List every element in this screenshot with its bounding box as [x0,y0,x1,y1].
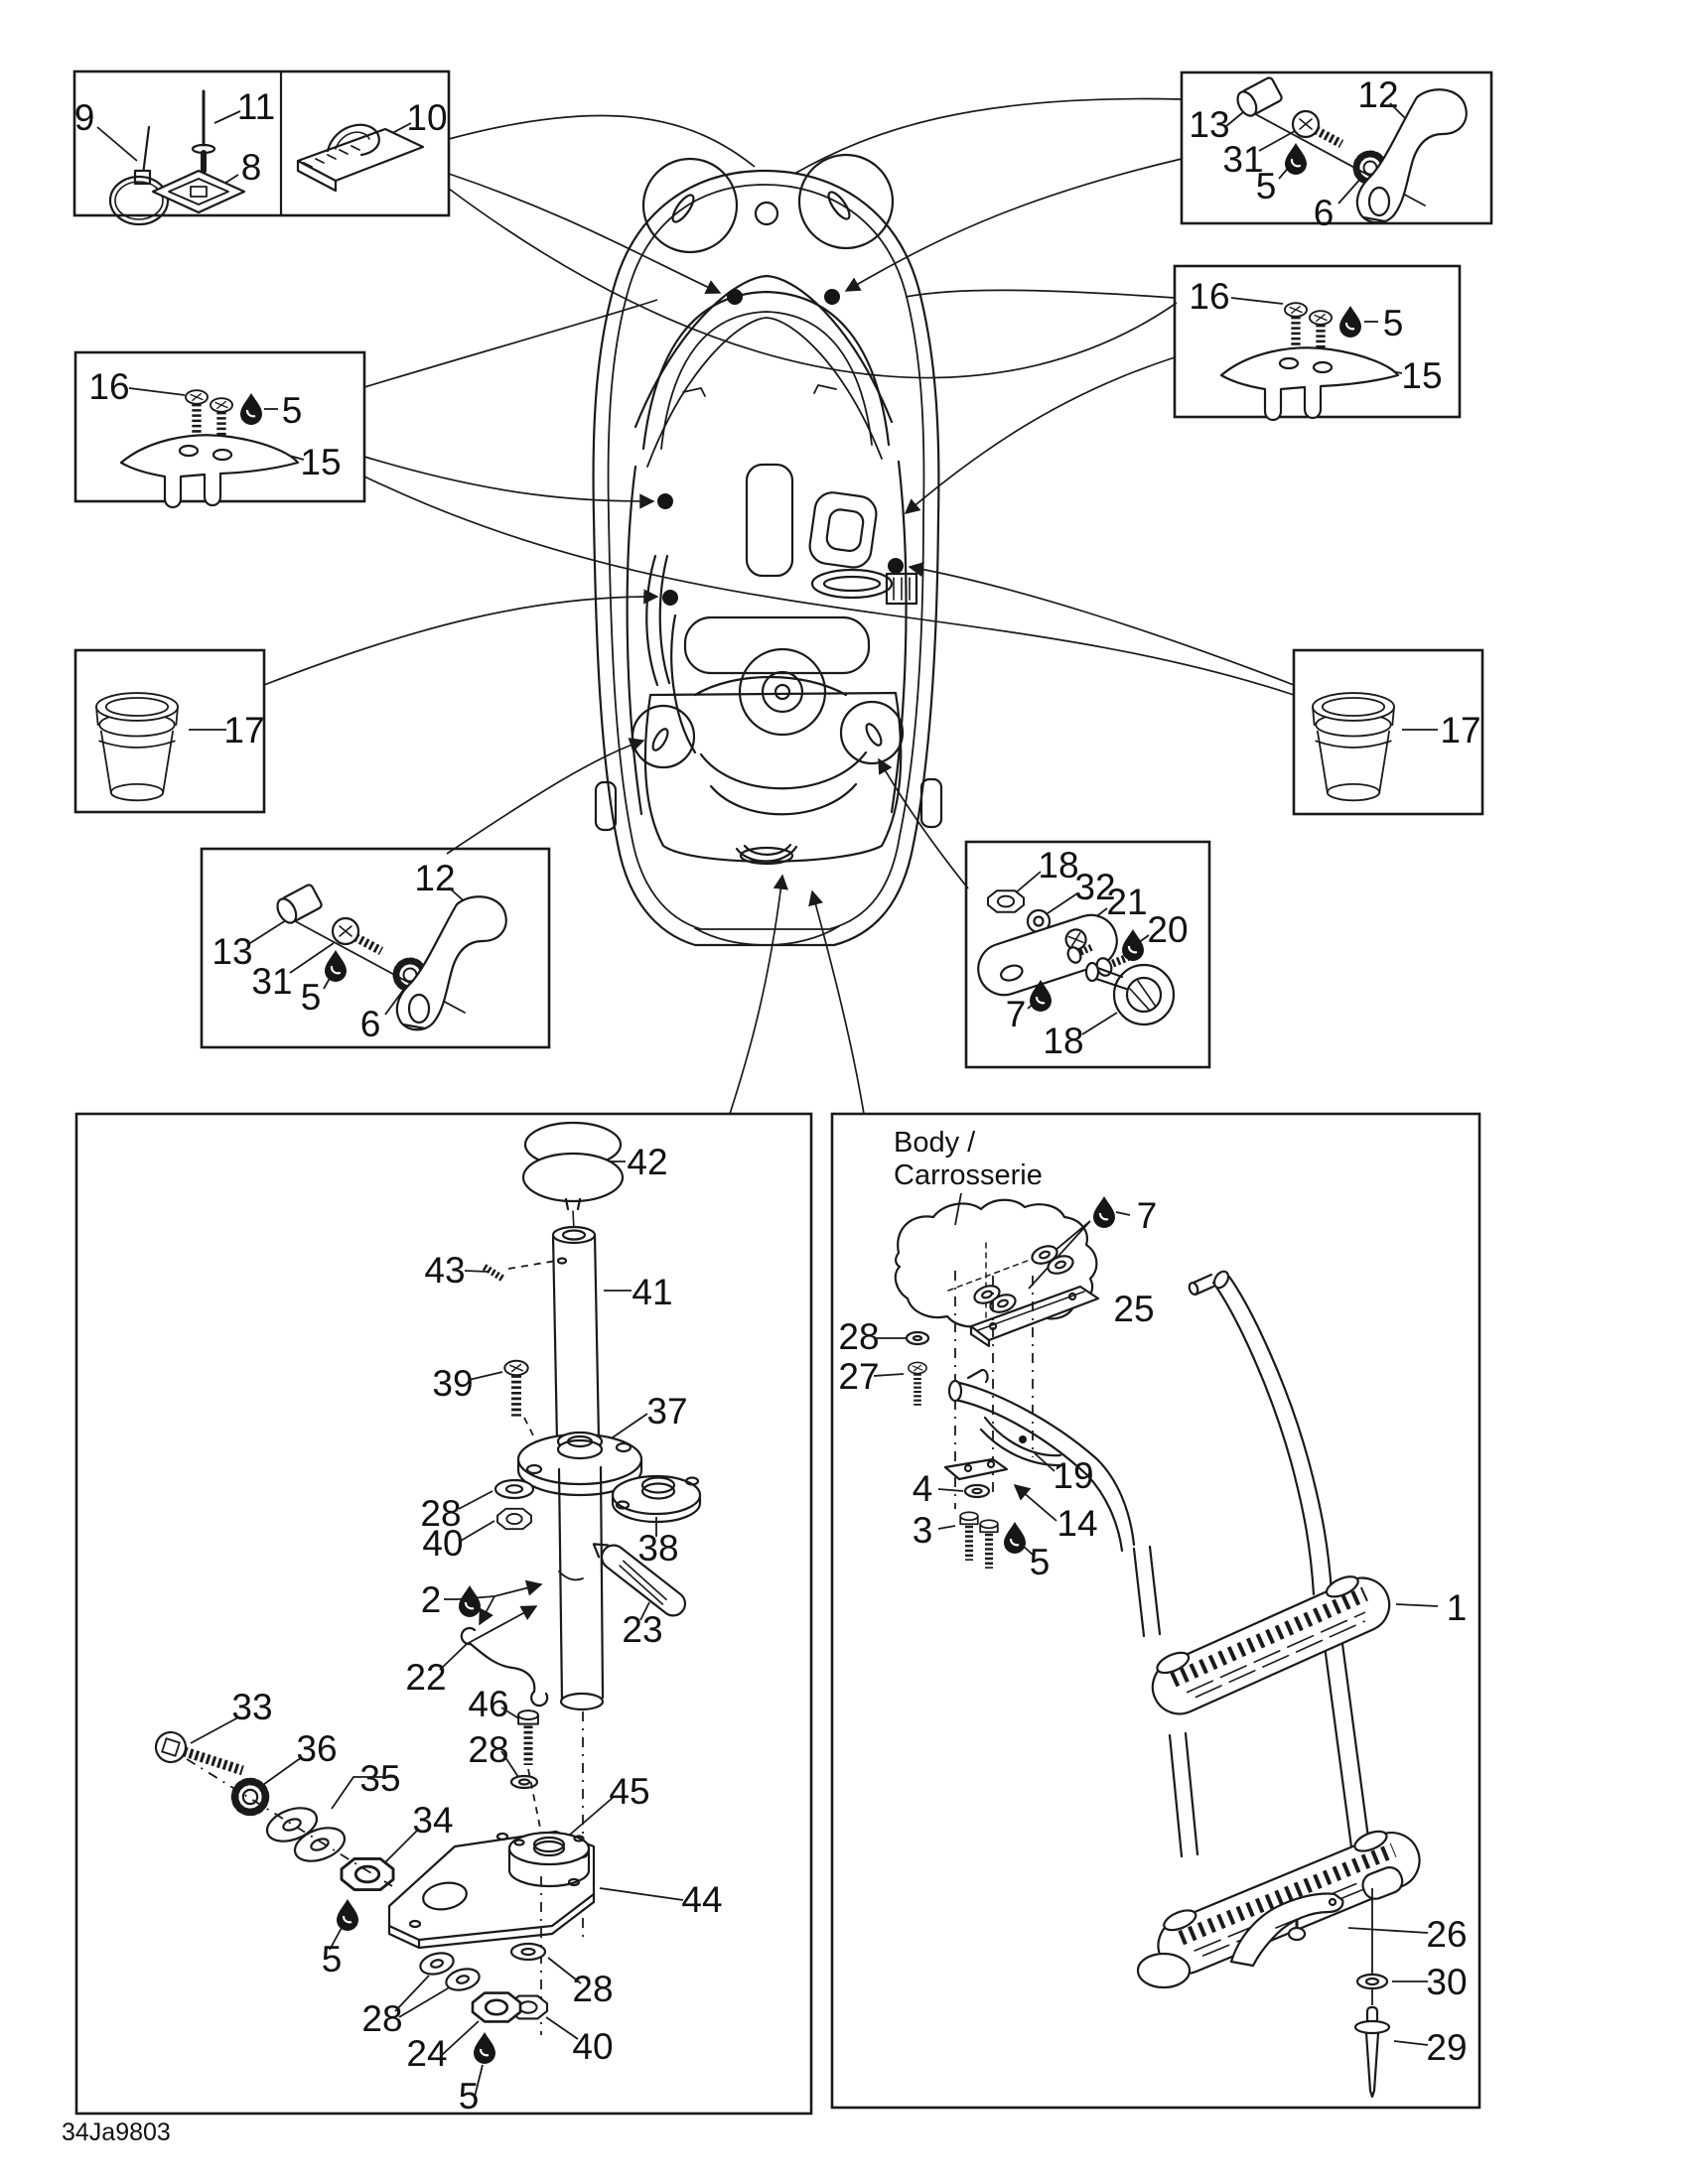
stern-eyelet-callout-circle-left [633,706,694,767]
part-label-18: 18 [1038,845,1079,886]
part-label-7: 7 [1136,1195,1158,1236]
body-panel-label-line1: Body / [894,1127,976,1159]
washers-35-part [262,1802,349,1867]
ladder-lower-tread [1148,1819,1428,1981]
pole-knob-part [523,1123,623,1229]
part-label-28: 28 [468,1729,509,1770]
part-label-11: 11 [236,86,276,127]
part-label-5: 5 [1255,166,1277,206]
cup-part-right [1313,693,1394,800]
part-label-17: 17 [1440,710,1481,751]
fastener-location-dots [657,289,904,606]
bolt-33-part [152,1728,247,1785]
callout-box-ladder [832,1114,1479,2108]
part-label-8: 8 [240,147,262,188]
part-label-5: 5 [281,390,303,431]
set-pin-43-part [485,1267,503,1279]
ladder-1-part [1134,1269,1428,1987]
part-label-39: 39 [432,1363,474,1404]
part-label-25: 25 [1113,1289,1155,1329]
part-label-29: 29 [1426,2027,1468,2068]
part-label-5: 5 [1382,303,1404,343]
part-label-40: 40 [572,2026,614,2067]
part-label-42: 42 [627,1142,668,1182]
callout-box-pylon [76,1114,811,2116]
callout-box-cleat-right [1175,266,1460,420]
part-label-2: 2 [420,1579,442,1620]
pole-tube-part [553,1227,599,1449]
callout-box-cleat-left [75,352,364,507]
part-label-35: 35 [359,1758,401,1799]
washer-j28-part [907,1332,928,1344]
part-label-14: 14 [1056,1503,1098,1544]
part-label-28: 28 [420,1493,462,1534]
callout-box-cup-left [75,650,265,812]
part-label-26: 26 [1426,1914,1468,1955]
callout-box-tow-eye [966,842,1209,1067]
pin-29-part [1355,2007,1389,2097]
part-label-17: 17 [223,710,265,751]
clamp-19-part [945,1418,1062,1479]
part-label-3: 3 [912,1510,933,1551]
part-label-28: 28 [572,1969,614,2009]
pole-lower-tube-part [559,1467,603,1709]
cleat-part-right [1221,347,1398,420]
part-label-43: 43 [424,1250,466,1291]
part-label-38: 38 [637,1528,679,1569]
part-label-6: 6 [359,1004,381,1044]
part-label-1: 1 [1446,1587,1468,1628]
eyelet-18-part [1065,940,1174,1024]
part-label-45: 45 [609,1771,650,1812]
part-label-30: 30 [1426,1962,1468,2002]
part-label-16: 16 [88,366,130,407]
part-label-31: 31 [1222,139,1264,180]
part-label-5: 5 [300,977,322,1018]
washers-28d-part [418,1950,482,1993]
part-label-4: 4 [912,1468,933,1509]
part-label-12: 12 [414,858,456,898]
watercraft-top-view [594,155,941,945]
part-label-40: 40 [422,1523,464,1564]
part-label-22: 22 [405,1657,447,1698]
part-label-24: 24 [406,2033,448,2074]
cleat-part-left [121,435,298,507]
body-panel-label-line2: Carrosserie [894,1160,1043,1191]
part-label-19: 19 [1053,1455,1094,1496]
part-label-31: 31 [251,961,293,1002]
cable-tie-part [110,127,168,224]
push-pin-part [193,91,214,171]
part-label-21: 21 [1106,882,1148,922]
part-label-13: 13 [1189,104,1230,145]
part-label-10: 10 [406,97,448,138]
part-label-34: 34 [412,1800,454,1841]
washer-4-part [965,1485,989,1497]
part-label-12: 12 [1357,74,1399,115]
part-label-41: 41 [632,1272,673,1312]
part-label-13: 13 [211,931,253,972]
callout-box-fasteners [74,71,449,224]
washer-30-part [1357,1975,1387,1988]
part-label-5: 5 [1029,1542,1051,1582]
washer-28c-part [511,1944,545,1960]
part-label-44: 44 [681,1879,723,1920]
bow-cleat-callout-circle-right [799,155,893,248]
part-label-20: 20 [1147,909,1189,950]
part-label-16: 16 [1189,276,1230,317]
stern-eyelet-callout-circle-right [841,702,903,763]
part-label-23: 23 [622,1609,663,1650]
disc-38-part [613,1476,700,1522]
part-label-15: 15 [1401,355,1443,396]
part-label-36: 36 [296,1728,338,1769]
part-label-27: 27 [838,1356,880,1397]
part-label-5: 5 [458,2076,480,2116]
callout-box-hook-top [1182,72,1491,233]
part-label-28: 28 [838,1316,880,1357]
part-label-15: 15 [300,442,342,482]
part-label-7: 7 [1005,994,1027,1034]
part-label-33: 33 [231,1687,273,1727]
part-label-28: 28 [361,1998,403,2039]
part-label-37: 37 [646,1391,688,1432]
washer-28b-part [511,1776,537,1788]
part-label-6: 6 [1313,193,1335,233]
drawing-code: 34Ja9803 [62,2118,171,2146]
bow-cleat-callout-circle-left [643,159,737,252]
part-label-18: 18 [1043,1021,1084,1061]
ladder-upper-tread [1142,1564,1398,1722]
part-label-5: 5 [321,1939,343,1979]
part-label-46: 46 [468,1684,509,1724]
callout-box-cup-right [1294,650,1482,814]
part-label-32: 32 [1074,867,1116,907]
callout-box-hook-lower [202,849,549,1047]
cup-part-left [96,693,178,800]
part-label-9: 9 [73,97,95,138]
wire-clip-part [298,125,423,191]
